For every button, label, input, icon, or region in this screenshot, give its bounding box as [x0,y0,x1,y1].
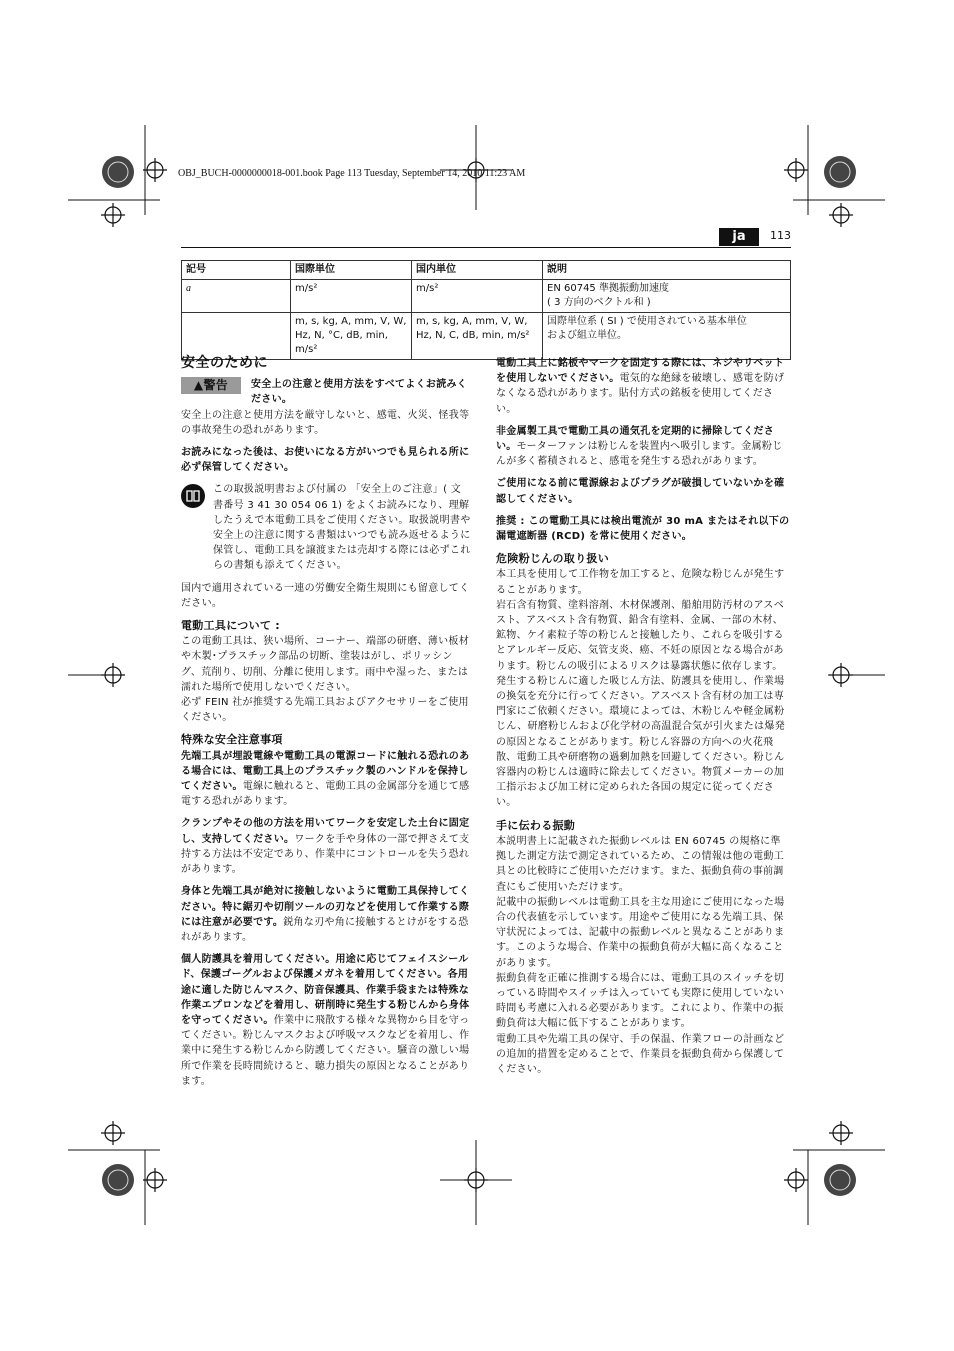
section-title: 安全のために [181,355,268,371]
warning-block [181,377,471,407]
dust-text: 本工具を使用して工作物を加工すると、危険な粉じんが発生することがあります。 [496,569,785,596]
table-cell: a [182,280,291,313]
paragraph-text: 作業中に飛散する様々な異物から目を守ってください。粉じんマスクおよび呼吸マスクなどを着用し、作業中に発生する粉じんから防護してください。騒音の激しい場所で作業を長時間続けると、聴力損失の原因となることがあります。 [181,1014,470,1087]
dust-title: 危険粉じんの取り扱い [496,552,609,566]
table-header-row [182,261,791,280]
dust-text-2: 岩石含有物質、塗料溶剤、木材保護剤、船舶用防汚材のアスベスト、アスベスト含有物質、鉛含有塗料、金属、一部の木材、鉱物、ケイ素粒子等の粉じんと接触したり、これらを吸引するとアレルギー反応、気管支炎、癌、不妊の原因となる場合があります。粉じんの吸引によるリスクは暴露状態に依存します。発生する粉じんに適した吸じん方法、防護具を使用し、作業場の換気を充分に行ってください。アスベスト含有材の加工は専門家にご依頼ください。環境によっては、木粉じんや軽金属粉じん、研磨粉じんおよび化学材の高温混合気が引火または爆発の原因となることがあります。粉じん容器の方向への火花飛散、電動工具や研磨物の過剰加熱を回避してください。粉じん容器内の粉じんは適時に除去してください。物質メーカーの加工指示および加工材に定められた各国の規定に従ってください。 [496,599,785,809]
warning-badge: ▲警告 [181,377,241,394]
cell-line: m, s, kg, A, mm, V, W, [295,316,407,327]
cell-line: および組立単位。 [547,330,627,341]
paragraph-text: モーターファンは粉じんを装置内へ吸引します。金属粉じんが多く蓄積されると、感電を発生する恐れがあります。 [496,441,783,468]
keep-manual-text: お読みになった後は、お使いになる方がいつでも見られる所に必ず保管してください。 [181,447,470,474]
paragraph [181,816,471,877]
units-table [181,260,791,360]
manual-text: この取扱説明書および付属の 「安全上のご注意」( 文書番号 3 41 30 054 06 1) をよくお読みになり、理解したうえで本電動工具をご使用ください。取扱説明書や安全上の注意に関する書類はいつでも読み返せるように保管し、電動工具を譲渡または売却する際には必ずこれらの書類も添えてください。 [213,484,471,572]
paragraph-bold: 電動工具上に銘板やマークを固定する際には、ネジやリベットを使用しないでください。 [496,358,785,385]
about-title: 電動工具について : [181,619,281,633]
paragraph-bold: ご使用になる前に電源線およびプラグが破損していないかを確認してください。 [496,478,785,505]
paragraph-text: 電線に触れると、電動工具の金属部分を通じて感電する恐れがあります。 [181,781,470,808]
about-text: この電動工具は、狭い場所、コーナー、端部の研磨、薄い板材や木製･プラスチック部品の切断、塗装はがし、ポリッシング、荒削り、切削、分離に使用します。雨中や湿った、または濡れた場所で使用しないでください。 [181,636,469,693]
paragraph [496,476,791,506]
vibration-title: 手に伝わる振動 [496,818,576,832]
table-cell [182,313,291,360]
cell-line: 国際単位系 ( SI ) で使用されている基本単位 [547,316,747,327]
left-column [181,356,471,1096]
paragraph-bold: 推奨 : この電動工具には検出電流が 30 mA またはそれ以下の漏電遮断器 (RCD) を常に使用ください。 [496,515,790,543]
header-rule [181,247,791,248]
paragraph-bold: クランプやその他の方法を用いてワークを安定した土台に固定し、支持してください。 [181,818,470,845]
table-header: 国内単位 [412,261,543,280]
table-header: 記号 [182,261,291,280]
paragraph-text: ワークを手や身体の一部で押さえて支持する方法は不安定であり、作業中にコントロールを失う恐れがあります。 [181,833,470,876]
table-header: 国際単位 [291,261,412,280]
paragraph-bold: 個人防護具を着用してください。用途に応じてフェイスシールド、保護ゴーグルおよび保護メガネを着用してください。各用途に適した防じんマスク、防音保護具、作業手袋または特殊な作業エプロンなどを着用し、研削時に発生する粉じんから身体を守ってください。 [181,954,470,1026]
table-cell: m/s² [291,280,412,313]
vibration-text: 記載中の振動レベルは電動工具を主な用途にご使用になった場合の代表値を示しています。用途やご使用になる先端工具、保守状況によっては、記載中の振動レベルと異なることがあります。このような場合、作業中の振動負荷が大幅に高くなることがあります。 [496,896,785,969]
paragraph [496,356,791,417]
cell-line: EN 60745 準拠振動加速度 [547,283,669,294]
law-text: 国内で適用されている一連の労働安全衛生規則にも留意してください。 [181,582,470,609]
warning-lead [251,377,471,407]
paragraph-bold: 身体と先端工具が絶対に接触しないように電動工具保持してください。特に鋸刃や切削ツールの刃などを使用して作業する際には注意が必要です。 [181,886,470,928]
table-cell [543,280,791,313]
manual-note [181,482,471,580]
table-cell [412,313,543,360]
special-title: 特殊な安全注意事項 [181,733,283,747]
file-header: OBJ_BUCH-0000000018-001.book Page 113 Tuesday, September 14, 2010 11:23 AM [178,168,526,179]
cell-line: Hz, N, C, dB, min, m/s² [416,330,530,341]
table-header: 説明 [543,261,791,280]
table-row [182,280,791,313]
paragraph [496,514,791,544]
paragraph-bold: 非金属製工具で電動工具の通気孔を定期的に掃除してください。 [496,425,775,453]
right-column [496,356,791,1084]
paragraph [496,424,791,470]
vibration-text: 本説明書上に記載された振動レベルは EN 60745 の規格に準拠した測定方法で測定されているため、この情報は他の電動工具との比較時にご使用いただけます。また、振動負荷の事前調査にもご使用いただけます。 [496,835,784,893]
paragraph [181,952,471,1089]
table-cell: m/s² [412,280,543,313]
paragraph-bold: 先端工具が埋設電線や電動工具の電源コードに触れる恐れのある場合には、電動工具上のプラスチック製のハンドルを保持してください。 [181,750,470,793]
paragraph-text: 鋭角な刃や角に接触するとけがをする恐れがあります。 [181,916,469,943]
table-cell [291,313,412,360]
warning-text: 安全上の注意と使用方法を厳守しないと、感電、火災、怪我等の事故発生の恐れがあります。 [181,409,470,436]
vibration-text: 振動負荷を正確に推測する場合には、電動工具のスイッチを切っている時間やスイッチは入っていても実際に使用していない時間も考慮に入れる必要があります。これにより、作業中の振動負荷は大幅に低下することがあります。 [496,972,784,1030]
paragraph [181,749,471,810]
table-cell [543,313,791,360]
cell-line: Hz, N, °C, dB, min, m/s² [295,330,388,355]
paragraph-text: 電気的な絶縁を破壊し、感電を防げなくなる恐れがあります。貼付方式の銘板を使用してください。 [496,373,785,415]
paragraph [181,884,471,945]
cell-line: ( 3 方向のベクトル和 ) [547,297,651,308]
language-tab: ja [719,228,759,246]
fein-text: 必ず FEIN 社が推奨する先端工具およびアクセサリーをご使用ください。 [181,697,469,724]
warning-bold: 安全上の注意と使用方法をすべてよくお読みください。 [251,379,468,406]
read-manual-icon [181,484,205,508]
page-number: 113 [770,229,791,242]
table-row [182,313,791,360]
vibration-text: 電動工具や先端工具の保守、手の保温、作業フローの計画などの追加的措置を定めることで、作業員を振動負荷から保護してください。 [496,1033,785,1075]
cell-line: m, s, kg, A, mm, V, W, [416,316,528,327]
